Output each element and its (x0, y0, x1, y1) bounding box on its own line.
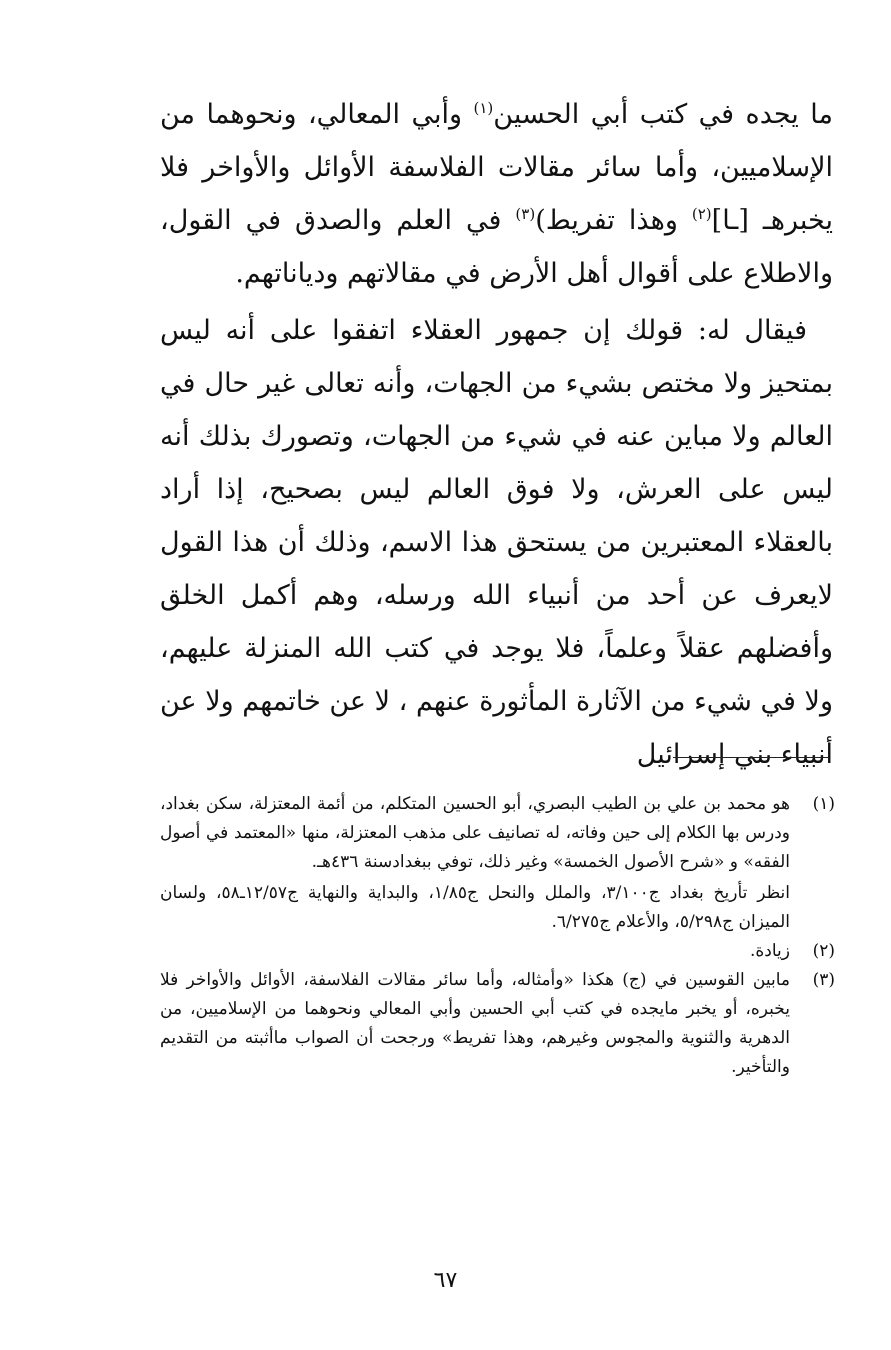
footnote-2-text: زيادة. (749, 941, 790, 961)
footnotes (160, 790, 835, 1082)
footnote-3 (160, 966, 835, 1082)
paragraph-2: فيقال له: قولك إن جمهور العقلاء اتفقوا على أنه ليس بمتحيز ولا مختص بشيء من الجهات، وأنه تعالى غير حال في العالم ولا مباين عنه في شيء من الجهات، وتصورك بذلك أنه ليس على العرش، ولا فوق العالم ليس بصحيح، إذا أراد بالعقلاء المعتبرين من يستحق هذا الاسم، وذلك أن هذا القول لايعرف عن أحد من أنبياء الله ورسله، وهم أكمل الخلق وأفضلهم عقلاً وعلماً، فلا يوجد في كتب الله المنزلة عليهم، ولا في شيء من الآثارة المأثورة عنهم ، لا عن خاتمهم ولا عن أنبياء بني إسرائيل (160, 315, 833, 770)
footnote-ref-2: (٢) (691, 205, 712, 223)
footnote-1-references: انظر تأريخ بغداد ج٣/١٠٠، والملل والنحل ج١/٨٥، والبداية والنهاية ج١٢/٥٧ـ٥٨، ولسان الميزان ج٥/٢٩٨، والأعلام ج٦/٢٧٥. (160, 883, 790, 932)
footnote-2 (160, 937, 835, 966)
footnote-3-text: مابين القوسين في (ج) هكذا «وأمثاله، وأما سائر مقالات الفلاسفة، الأوائل والأواخر فلا يخبره، أو يخبر مايجده في كتب أبي الحسين وأبي المعالي ونحوهما من الإسلاميين، من الدهرية والثنوية والمجوس وغيرهم، وهذا تفريط» ورجحت أن الصواب ماأثبته من التقديم والتأخير. (160, 970, 790, 1077)
footnote-1 (160, 790, 835, 937)
footnote-1-number: (١) (812, 794, 835, 814)
main-text (160, 88, 833, 781)
footnote-2-number: (٢) (812, 941, 835, 961)
paragraph-1-part-a: ما يجده في كتب أبي الحسين (493, 99, 833, 130)
footnote-separator (673, 757, 828, 758)
footnote-1-text: هو محمد بن علي بن الطيب البصري، أبو الحسين المتكلم، من أئمة المعتزلة، سكن بغداد، ودرس بها الكلام إلى حين وفاته، له تصانيف على مذهب المعتزلة، منها «المعتمد في أصول الفقه» و «شرح الأصول الخمسة» وغير ذلك، توفي ببغدادسنة ٤٣٦هـ. (160, 794, 790, 872)
paragraph-1-part-d: في العلم والصدق في القول، والاطلاع على أقوال أهل الأرض في مقالاتهم ودياناتهم. (160, 205, 833, 289)
paragraph-1-part-b: وأبي المعالي، ونحوهما من الإسلاميين، وأما سائر مقالات الفلاسفة الأوائل والأواخر فلا يخبرهـ [ـا] (160, 99, 833, 236)
footnote-ref-3: (٣) (515, 205, 536, 223)
footnote-3-number: (٣) (812, 970, 835, 990)
footnote-ref-1: (١) (473, 99, 494, 117)
paragraph-1-part-c: وهذا تفريط) (535, 205, 692, 236)
paragraph-1 (160, 88, 833, 300)
page-number: ٦٧ (433, 1268, 458, 1293)
